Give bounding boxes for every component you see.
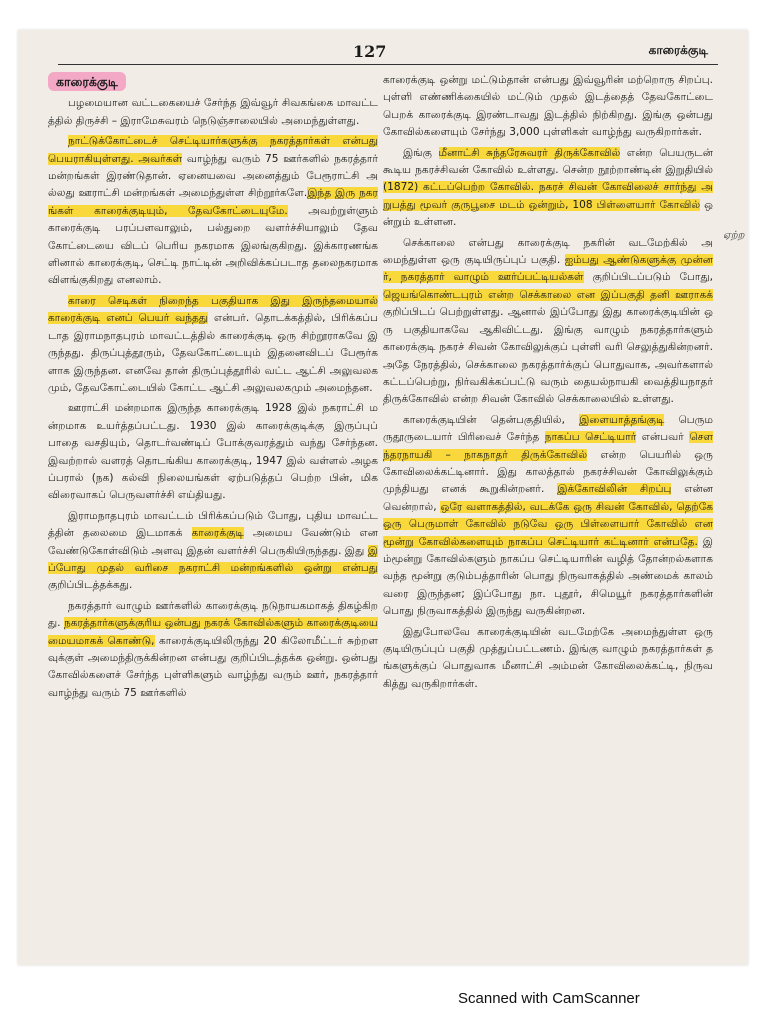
page-header: [18, 40, 748, 66]
scanned-page: [18, 30, 748, 965]
paragraph-text: நகரத்தார் வாழும் ஊர்களில் காரைக்குடி நடுநாயகமாகத் திகழ்கிறது.: [48, 599, 378, 630]
paragraph: காரைக்குடி ஒன்று மட்டும்தான் என்பது இவ்வூரின் மற்றொரு சிறப்பு. புள்ளி எண்ணிக்கையில் மட்டும் முதல் இடத்தைத் தேவகோட்டை பெறக் காரைக்குடி இரண்டாவது இடத்தில் நிற்கிறது. இங்கு ஒன்பது கோவில்களையும் சேர்ந்து 3,000 புள்ளிகள் வாழ்ந்து வருகிறார்கள்.: [383, 74, 713, 139]
highlighted-text: ஐம்பது ஆண்டுகளுக்கு முன்னர், நகரத்தார் வாழும் ஊர்ப்பட்டியல்கள்: [383, 254, 713, 284]
scanner-watermark: Scanned with CamScanner: [458, 990, 640, 1007]
highlighted-text: இளையாத்தங்குடி: [579, 413, 665, 426]
highlighted-text: ஜெயங்கொண்டபுரம் என்ற செக்காலை என இப்பகுதி தனி ஊராகக்: [383, 288, 713, 301]
handwritten-margin-note: ஏற்ற: [723, 230, 745, 241]
paragraph: இதுபோலவே காரைக்குடியின் வடமேற்கே அமைந்துள்ள ஒரு குடியிருப்புப் பகுதி முத்துப்பட்டணம். இங்கு வாழும் நகரத்தார்கள் தங்களுக்குப் பொதுவாக மீனாட்சி அம்மன் கோவிலைக்கட்டி, நிருவகித்து வருகிறார்கள்.: [383, 625, 713, 690]
paragraph: [48, 133, 378, 290]
paragraph-text: குறிப்பிடப் பெற்றுள்ளது. ஆனால் இப்போது இது காரைக்குடியின் ஒரு பகுதியாகவே ஆகிவிட்டது. இங்கு வாழும் நகரத்தார்களும் காரைக்குடி நகரச் சிவன் கோவிலுக்குப் புள்ளி வரி செலுத்துகின்றனர். அதே நேரத்தில், செக்காலை நகரத்தார்க்குப் பொதுவாக, அவர்களால் கட்டப்பெற்று, நிர்வகிக்கப்பட்டு வரும் தையல்நாயகி வைத்தியநாதர் திருக்கோவில் என்ற சிவன் கோவில் செக்காலையில் உள்ளது.: [383, 306, 713, 406]
paragraph-text: என்பர். தொடக்கத்தில், பிரிக்கப்படாத இராமநாதபுரம் மாவட்டத்தில் காரைக்குடி ஒரு சிற்றூராகவே இருந்தது. திருப்புத்தூரும், தேவகோட்டையும் இதனைவிடப் பேரூர்களாக இருந்தன. எனவே தான் திருப்புத்தூரில் வட்ட ஆட்சி அலுவலகமும், தேவகோட்டையில் கோட்ட ஆட்சி அலுவலகமும் அமைந்தன.: [48, 312, 378, 394]
highlighted-text: இந்த இரு நகரங்கள் காரைக்குடியும், தேவகோட்டையுமே.: [48, 187, 378, 217]
paragraph-text: என்னவென்றால்,: [383, 483, 714, 513]
paragraph: பழமையான வட்டகையைச் சேர்ந்த இவ்வூர் சிவகங்கை மாவட்டத்தில் திருச்சி – இராமேசுவரம் நெடுஞ்சாலையில் அமைந்துள்ளது.: [48, 97, 378, 127]
paragraph-text: அமைய வேண்டும் என வேண்டுகோள்விடும் அளவு இதன் வளர்ச்சி பெருகியிருந்தது. இது: [48, 527, 378, 557]
highlighted-text: நகரத்தார்களுக்குரிய ஒன்பது நகரக் கோவில்களும் காரைக்குடியை மையமாகக் கொண்டு,: [48, 617, 378, 647]
page-number: 127: [353, 42, 387, 61]
running-head: காரைக்குடி: [648, 43, 708, 57]
paragraph-text: என்ற பெயருடன் கூடிய நகரச்சிவன் கோவில் உள்ளது. சென்ற நூற்றாண்டின் இறுதியில்: [383, 146, 713, 177]
section-title: காரைக்குடி: [48, 72, 126, 91]
highlighted-text: மீனாட்சி சுந்தரேசுவரர் திருக்கோவில்: [438, 146, 621, 159]
highlighted-text: இப்போது முதல் வரிசை நகராட்சி மன்றங்களில் ஒன்று என்பது: [48, 544, 378, 574]
paragraph: [48, 293, 378, 397]
paragraph: [48, 508, 378, 595]
paragraph-text: இராமநாதபுரம் மாவட்டம் பிரிக்கப்படும் போது, புதிய மாவட்டத்தின் தலைமை இடமாகக்: [48, 509, 378, 540]
paragraph-text: வாழ்ந்து வரும் 75 ஊர்களில் நகரத்தார் மன்றங்கள் இரண்டுதான். ஏனையவை அனைத்தும் பேரூராட்சி அல்லது ஊராட்சி மன்றங்கள் அமைந்துள்ள சிற்றூர்களே.: [48, 152, 378, 200]
header-rule: [58, 64, 718, 65]
paragraph: [48, 598, 378, 702]
left-column: [48, 72, 378, 705]
highlighted-text: இக்கோவிலின் சிறப்பு: [557, 483, 672, 496]
paragraph: [383, 145, 713, 232]
highlighted-text: (1872) கட்டப்பெற்ற கோவில். நகரச் சிவன் கோவிலைச் சார்ந்து அறுபத்து மூவர் குருபூசை மடம் ஒன்றும், 108 பிள்ளையார் கோவில்: [383, 181, 713, 211]
paragraph: [383, 235, 713, 409]
paragraph-text: பெருமருதூருடையார் பிரிவைச் சேர்ந்த: [383, 413, 713, 444]
paragraph-text: குறிப்பிடப்படும் போது,: [583, 271, 713, 284]
right-column: [383, 72, 713, 696]
paragraph-text: என்ற பெயரில் ஒரு கோவிலைக்கட்டினார். இது காலத்தால் நகரச்சிவன் கோவிலுக்கும் முந்தியது எனக் கூறுகின்றனர்.: [383, 448, 713, 496]
paragraph: ஊராட்சி மன்றமாக இருந்த காரைக்குடி 1928 இல் நகராட்சி மன்றமாக உயர்த்தப்பட்டது. 1930 இல் காரைக்குடிக்கு இருப்புப் பாதை வசதியும், தொடர்வண்டிப் போக்குவரத்தும் வந்து சேர்ந்தன. இவற்றால் வளரத் தொடங்கிய காரைக்குடி, 1947 இல் வள்ளல் அழகப்பரால் (நக) கல்வி நிலையங்கள் ஏற்படுத்தப் பெற்ற பின், மிக விரைவாகப் பெருவளர்ச்சி எய்தியது.: [48, 402, 378, 502]
paragraph-text: என்பவர்: [636, 431, 690, 444]
highlighted-text: காரைக்குடி: [191, 527, 244, 540]
highlighted-text: ஒரே வளாகத்தில், வடக்கே ஒரு சிவன் கோவில், தெற்கே ஒரு பெருமாள் கோவில் நடுவே ஒரு பிள்ளையார் கோவில் என மூன்று கோவில்களையும் நாகப்ப செட்டியார் கட்டினார் என்பதே.: [383, 500, 713, 548]
highlighted-text: காரை செடிகள் நிறைந்த பகுதியாக இது இருந்தமையால் காரைக்குடி எனப் பெயர் வந்தது: [48, 294, 378, 325]
highlighted-text: நாகப்ப செட்டியார்: [544, 431, 637, 444]
paragraph-text: இம்மூன்று கோவில்களும் நாகப்ப செட்டியாரின் வழித் தோன்றல்களாக வந்த மூன்று குடும்பத்தாரின் பொது நிருவாகத்தில் அண்மைக் காலம் வரை இருந்தன; இப்போது நா. புதூர், சிமெயூர் நகரத்தார்களின் பொது நிருவாகத்தில் இருந்து வருகின்றன.: [383, 535, 713, 618]
paragraph-text: அவற்றுள்ளும் காரைக்குடி பரப்பளவாலும், பல்துறை வளர்ச்சியாலும் தேவகோட்டையை விடப் பெரிய நகரமாக இலங்குகிறது. இக்காரணங்களினால் காரைக்குடி, செட்டி நாட்டின் அறிவிக்கப்படாத தலைநகரமாக விளங்குகிறது எனலாம்.: [48, 204, 378, 287]
paragraph-text: காரைக்குடியின் தென்பகுதியில்,: [403, 413, 580, 426]
paragraph-text: குறிப்பிடத்தக்கது.: [48, 579, 133, 592]
paragraph-text: செக்காலை என்பது காரைக்குடி நகரின் வடமேற்கில் அமைந்துள்ள ஒரு குடியிருப்புப் பகுதி.: [383, 236, 713, 267]
highlighted-text: செளந்தரநாயகி – நாகநாதர் திருக்கோவில்: [383, 431, 713, 461]
paragraph-text: காரைக்குடியிலிருந்து 20 கிலோமீட்டர் சுற்றளவுக்குள் அமைந்திருக்கின்றன என்பது குறிப்பிடத்தக்க ஒன்று. ஒன்பது கோவில்களைச் சேர்ந்த புள்ளிகளும் வாழ்ந்து வரும் ஊர், நகரத்தார் வாழ்ந்து வரும் 75 ஊர்களில்: [48, 634, 378, 699]
paragraph: [383, 412, 713, 621]
highlighted-text: நாட்டுக்கோட்டைச் செட்டியார்களுக்கு நகரத்தார்கள் என்பது பெயராகியுள்ளது. அவர்கள்: [48, 135, 378, 165]
paragraph-text: ஒன்றும் உள்ளன.: [383, 198, 714, 229]
paragraph-text: இங்கு: [403, 146, 439, 159]
